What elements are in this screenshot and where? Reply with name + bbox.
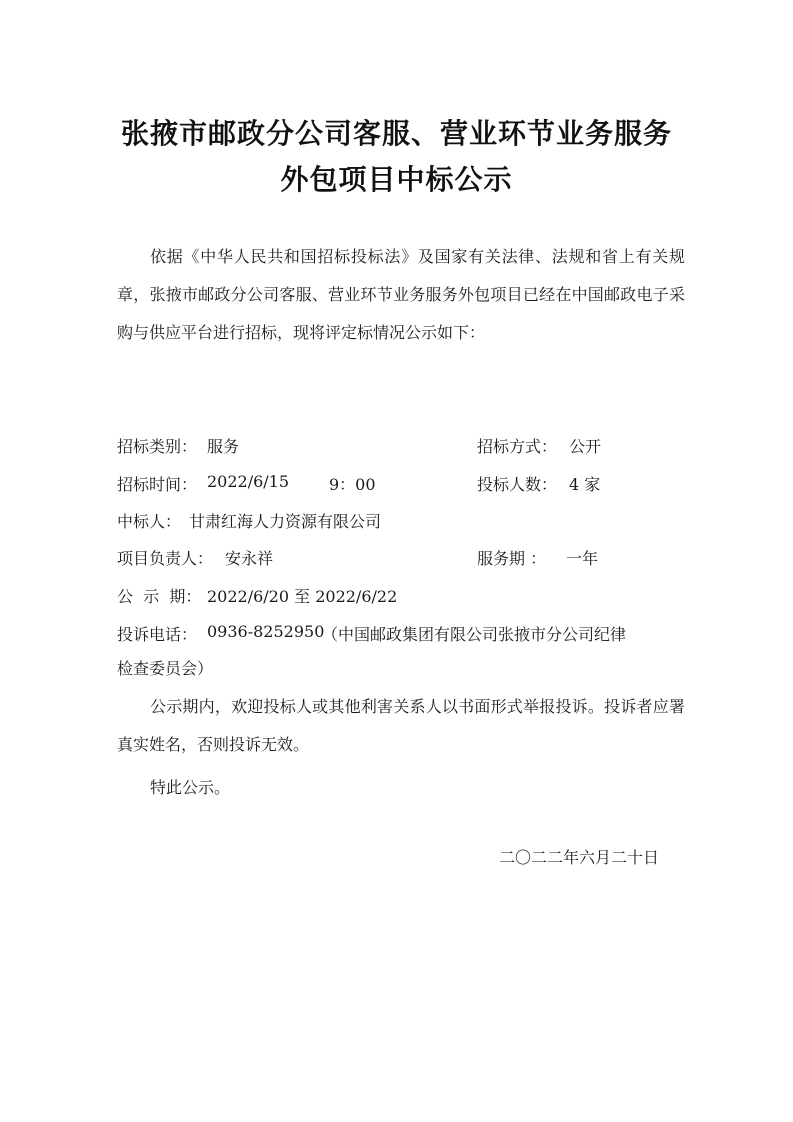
time-date: 2022/6/15 [207,472,290,491]
notice-paragraph: 公示期内，欢迎投标人或其他利害关系人以书面形式举报投诉。投诉者应署真实姓名，否则投诉无效。 [117,697,685,754]
manager-value: 安永祥 [225,549,274,568]
time-label: 招标时间： [117,475,198,494]
closing-statement: 特此公示。 [150,778,231,797]
document-title-line-1: 张掖市邮政分公司客服、营业环节业务服务 [120,117,672,150]
period-value: 一年 [566,549,599,568]
time-clock: 9：00 [329,475,376,494]
winner-value: 甘肃红海人力资源有限公司 [189,512,382,531]
notice-period-value: 2022/6/20 至 2022/6/22 [207,587,398,606]
notice-period-label: 公 示 期： [117,587,202,606]
complaint-phone-value: 0936-8252950 [207,622,325,641]
intro-paragraph: 依据《中华人民共和国招标投标法》及国家有关法律、法规和省上有关规章，张掖市邮政分公司客服、营业环节业务服务外包项目已经在中国邮政电子采购与供应平台进行招标，现将评定标情况公示如下： [117,247,685,342]
document-title-line-2: 外包项目中标公示 [280,163,513,196]
method-label: 招标方式： [477,437,558,456]
document-date: 二〇二二年六月二十日 [498,848,659,867]
bidders-value: 4 家 [569,475,601,494]
complaint-phone-label: 投诉电话： [117,625,198,644]
complaint-org-line-1: （中国邮政集团有限公司张掖市分公司纪律 [322,625,627,644]
complaint-org-line-2: 检查委员会） [117,659,214,678]
period-label: 服务期 ： [477,549,547,568]
method-value: 公开 [569,437,602,456]
category-label: 招标类别： [117,437,198,456]
winner-label: 中标人： [117,512,182,531]
manager-label: 项目负责人： [117,549,214,568]
category-value: 服务 [207,437,240,456]
bidders-label: 投标人数： [477,475,558,494]
